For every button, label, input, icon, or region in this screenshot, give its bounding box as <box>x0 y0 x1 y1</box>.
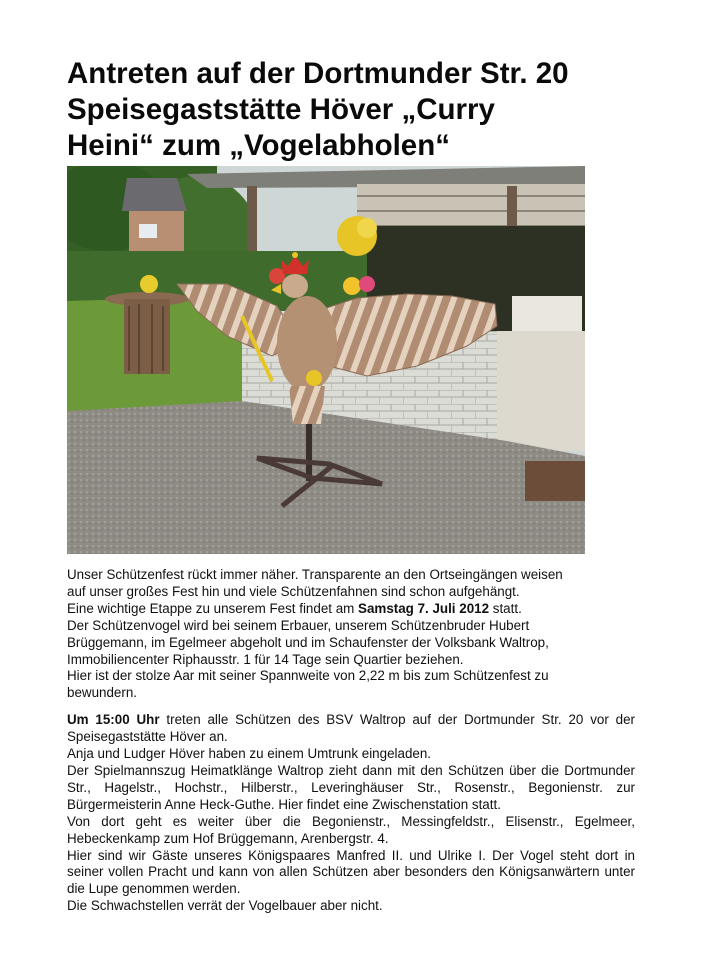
text-line: Brüggemann, im Egelmeer abgeholt und im Schaufenster der Volksbank Waltrop, <box>67 634 549 650</box>
schedule-paragraph <box>67 712 635 915</box>
eagle-tail <box>289 386 325 424</box>
time-highlight: Um 15:00 Uhr <box>67 712 160 728</box>
text-para: Hier sind wir Gäste unseres Königspaares Manfred II. und Ulrike I. Der Vogel steht dort in seiner vollen Pracht und kann von allen Schützen aber besonders den Königsanwärtern unter die Lupe genommen werden. <box>67 847 635 897</box>
text-line: bewundern. <box>67 685 137 701</box>
text-line: auf unser großes Fest hin und viele Schützenfahnen sind schon aufgehängt. <box>67 583 520 599</box>
title-line: Antreten auf der Dortmunder Str. 20 <box>67 57 569 90</box>
text-para: Von dort geht es weiter über die Begonienstr., Messingfeldstr., Elisenstr., Egelmeer, Hebeckenkamp zum Hof Brüggemann, Arenbergstr. 4. <box>67 813 635 846</box>
text-span: Eine wichtige Etappe zu unserem Fest findet am <box>67 600 359 616</box>
title-line: Speisegaststätte Höver „Curry <box>67 93 495 126</box>
page-title <box>67 56 667 164</box>
eagle-head <box>282 274 308 298</box>
text-line: Immobiliencenter Riphausstr. 1 für 14 Tage sein Quartier beziehen. <box>67 651 464 667</box>
eagle-stand <box>306 416 312 481</box>
text-line: Unser Schützenfest rückt immer näher. Transparente an den Ortseingängen weisen <box>67 567 563 582</box>
eagle-photo <box>67 166 585 554</box>
text-para: Anja und Ludger Höver haben zu einem Umtrunk eingeladen. <box>67 746 432 762</box>
text-para: Der Spielmannszug Heimatklänge Waltrop zieht dann mit den Schützen über die Dortmunder Str., Hagelstr., Hochstr., Hilberstr., Leveringhäuser Str., Rosenstr., Begonienstr. zur Bürgermeisterin Anne Heck-Guthe. Hier findet eine Zwischenstation statt. <box>67 762 635 812</box>
eagle-orb <box>306 370 322 386</box>
text-span: treten alle Schützen des BSV Waltrop auf der Dortmunder Str. 20 vor der Speisegaststätte Höver an. <box>67 712 635 745</box>
date-highlight: Samstag 7. Juli 2012 <box>358 600 490 616</box>
text-para <box>67 712 635 746</box>
text-para: Die Schwachstellen verrät der Vogelbauer aber nicht. <box>67 898 383 914</box>
eagle-photo-illustration <box>67 166 585 554</box>
text-line <box>67 601 635 618</box>
doormat <box>525 461 585 501</box>
house-roof <box>122 178 187 211</box>
article-body <box>67 567 635 915</box>
paragraph-gap <box>67 702 635 712</box>
text-line: Hier ist der stolze Aar mit seiner Spannweite von 2,22 m bis zum Schützenfest zu <box>67 668 549 684</box>
text-span: statt. <box>489 600 522 616</box>
intro-paragraph <box>67 567 635 702</box>
title-line: Heini“ zum „Vogelabholen“ <box>67 129 450 162</box>
text-line: Der Schützenvogel wird bei seinem Erbauer, unserem Schützenbruder Hubert <box>67 617 530 633</box>
